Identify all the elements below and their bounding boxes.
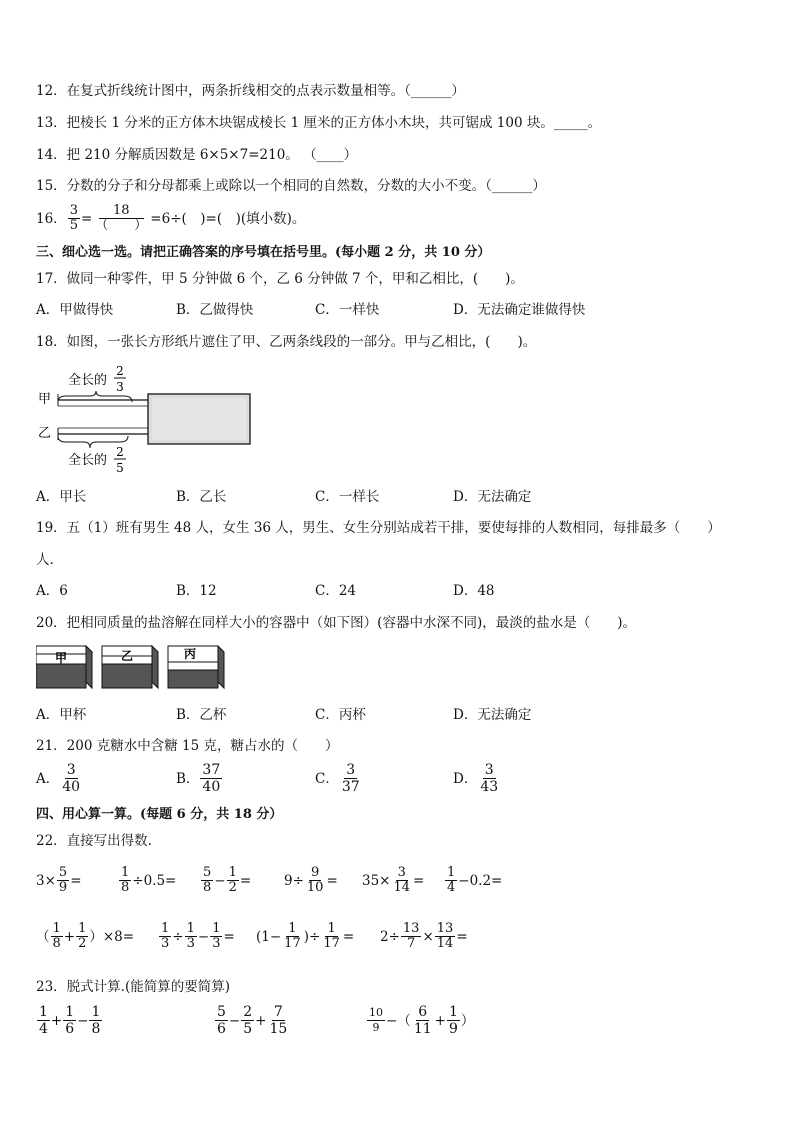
question-21: 21．200 克糖水中含糖 15 克，糖占水的（ ） [36, 738, 339, 754]
q20-container-yi [102, 646, 158, 688]
q17-option-a: A．甲做得快 [36, 302, 114, 318]
question-16: 16． $\frac{3}{5}$ = $\frac{18}{( )}$ =6÷( )=( )(填小数)。 [36, 203, 306, 233]
svg-text:甲: 甲 [54, 651, 68, 665]
question-19-line-1: 19．五（1）班有男生 48 人，女生 36 人，男生、女生分别站成若干排，要使每排的人数相同，每排最多（ ） [36, 520, 721, 536]
q16-fraction-2: $\frac{18}{( )}$ [95, 203, 148, 233]
q21-option-b: B． $\frac{37}{40}$ [176, 762, 221, 795]
q20-container-bing [168, 646, 224, 688]
q20-figure [36, 644, 236, 694]
q20-option-b: B．乙杯 [176, 707, 227, 723]
q18-top-num: 2 [116, 364, 124, 378]
q19-option-a: A．6 [36, 583, 68, 599]
svg-text:乙: 乙 [120, 649, 134, 663]
q18-option-b: B．乙长 [176, 489, 227, 505]
q22-r2-a: （ $\frac{1}{8}$ + $\frac{1}{2}$ ）×8= [36, 921, 135, 951]
q22-r2-c: (1− $\frac{1}{17}$ )÷ $\frac{1}{17}$ = [256, 921, 355, 951]
q18-label-jia: 甲 [38, 392, 52, 407]
q23-expression-2: $\frac{5}{6}$ − $\frac{2}{5}$ + $\frac{7}{15}$ [217, 1004, 288, 1037]
q20-container-jia [36, 646, 92, 688]
q18-option-a: A．甲长 [36, 489, 87, 505]
q16-fraction-1: $\frac{3}{5}$ [69, 203, 78, 233]
q20-option-a: A．甲杯 [36, 707, 87, 723]
question-22: 22．直接写出得数. [36, 833, 152, 849]
section-4-title: 四、用心算一算。(每题 6 分，共 18 分） [36, 807, 283, 822]
question-19-line-2: 人. [36, 552, 54, 568]
q19-option-b: B．12 [176, 583, 217, 599]
q18-bottom-den: 5 [116, 461, 124, 475]
q17-option-c: C．一样快 [315, 302, 380, 318]
q21-option-c: C． $\frac{3}{37}$ [315, 762, 360, 795]
question-23: 23．脱式计算.(能简算的要简算) [36, 979, 231, 995]
q20-option-d: D．无法确定 [453, 707, 532, 723]
q22-r2-d: 2÷ $\frac{13}{7}$ × $\frac{13}{14}$ = [380, 921, 468, 951]
q21-option-a: A． $\frac{3}{40}$ [36, 762, 81, 795]
q18-option-c: C．一样长 [315, 489, 380, 505]
q19-option-d: D．48 [453, 583, 495, 599]
q18-bottom-num: 2 [116, 445, 124, 459]
question-12: 12．在复式折线统计图中，两条折线相交的点表示数量相等。（______） [36, 83, 465, 99]
q18-top-den: 3 [116, 380, 124, 394]
q22-r1-c: $\frac{5}{8}$ − $\frac{1}{2}$ = [203, 865, 252, 895]
q22-r1-b: $\frac{1}{8}$ ÷0.5= [121, 865, 177, 895]
question-17: 17．做同一种零件，甲 5 分钟做 6 个，乙 6 分钟做 7 个，甲和乙相比，( )。 [36, 271, 524, 287]
question-15: 15．分数的分子和分母都乘上或除以一个相同的自然数，分数的大小不变。（______） [36, 178, 546, 194]
question-18: 18．如图，一张长方形纸片遮住了甲、乙两条线段的一部分。甲与乙相比，( )。 [36, 334, 537, 350]
section-3-title: 三、细心选一选。请把正确答案的序号填在括号里。(每小题 2 分，共 10 分） [36, 245, 491, 260]
question-14: 14．把 210 分解质因数是 6×5×7=210。 （____） [36, 147, 358, 163]
q18-label-yi: 乙 [38, 426, 52, 441]
q22-r1-d: 9÷ $\frac{9}{10}$ = [284, 865, 338, 895]
q16-rest: =6÷( )=( )(填小数)。 [150, 210, 306, 227]
q20-option-c: C．丙杯 [315, 707, 366, 723]
q22-r1-a: 3× $\frac{5}{9}$ = [36, 865, 82, 895]
q17-option-b: B．乙做得快 [176, 302, 254, 318]
q18-figure [32, 360, 262, 480]
q22-r1-f: $\frac{1}{4}$ −0.2= [447, 865, 503, 895]
q22-r1-e: 35× $\frac{3}{14}$ = [362, 865, 425, 895]
q19-option-c: C．24 [315, 583, 357, 599]
q18-bottom-label: 全长的 [68, 453, 108, 468]
q17-option-d: D．无法确定谁做得快 [453, 302, 586, 318]
q16-prefix: 16． [36, 210, 67, 227]
q18-top-label: 全长的 [68, 373, 108, 388]
question-13: 13．把棱长 1 分米的正方体木块锯成棱长 1 厘米的正方体小木块，共可锯成 100 块。_____。 [36, 115, 602, 131]
q21-option-d: D． $\frac{3}{43}$ [453, 762, 499, 795]
q23-expression-1: $\frac{1}{4}$ + $\frac{1}{6}$ − $\frac{1}{8}$ [39, 1004, 101, 1037]
q18-option-d: D．无法确定 [453, 489, 532, 505]
question-20: 20．把相同质量的盐溶解在同样大小的容器中（如下图）(容器中水深不同)，最淡的盐水是（ )。 [36, 615, 636, 631]
svg-text:丙: 丙 [183, 647, 197, 661]
q22-r2-b: $\frac{1}{3}$ ÷ $\frac{1}{3}$ − $\frac{1}{3}$ = [161, 921, 235, 951]
q23-expression-3: $\frac{10}{9}$ −（ $\frac{6}{11}$ + $\frac{1}{9}$ ） [369, 1004, 475, 1037]
